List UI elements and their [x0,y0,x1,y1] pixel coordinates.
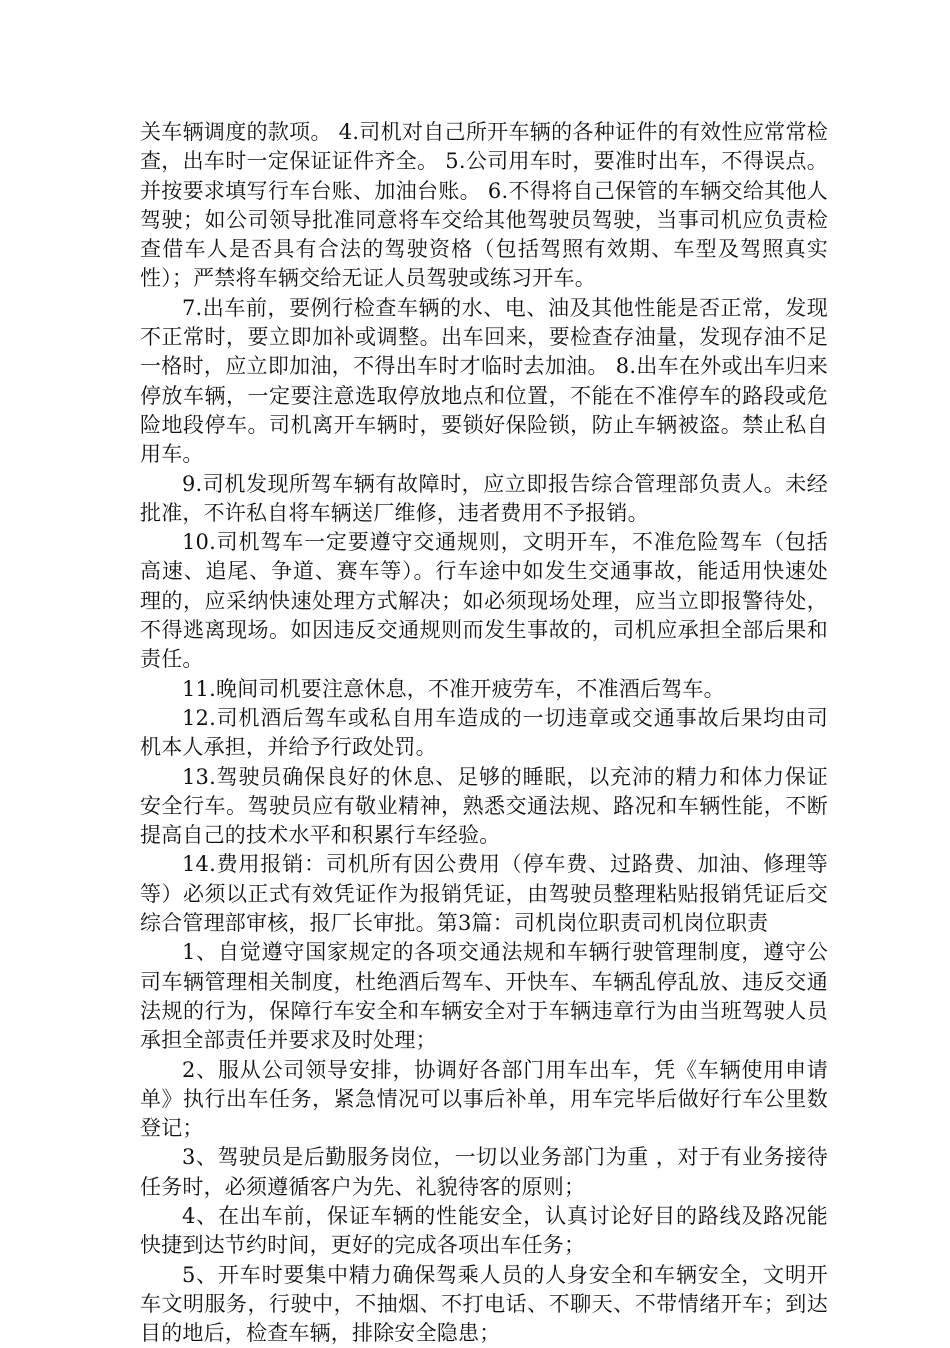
paragraph-10: 2、服从公司领导安排，协调好各部门用车出车，凭《车辆使用申请单》执行出车任务，紧急情况可以事后补单，用车完毕后做好行车公里数登记； [140,1057,828,1141]
paragraph-1: 关车辆调度的款项。 4.司机对自己所开车辆的各种证件的有效性应常常检查，出车时一定保证证件齐全。 5.公司用车时，要准时出车，不得误点。并按要求填写行车台账、加油台账。 6.不得将自己保管的车辆交给其他人驾驶；如公司领导批准同意将车交给其他驾驶员驾驶，当事司机应负责检查借车人是否具有合法的驾驶资格（包括驾照有效期、车型及驾照真实性）；严禁将车辆交给无证人员驾驶或练习开车。 [140,120,828,291]
document-body [140,118,828,1348]
paragraph-5: 11.晚间司机要注意休息，不准开疲劳车，不准酒后驾车。 [182,676,725,701]
paragraph-11: 3、驾驶员是后勤服务岗位，一切以业务部门为重 ，对于有业务接待任务时，必须遵循客户为先、礼貌待客的原则； [140,1145,828,1199]
paragraph-8: 14.费用报销：司机所有因公费用（停车费、过路费、加油、修理等等）必须以正式有效凭证作为报销凭证，由驾驶员整理粘贴报销凭证后交综合管理部审核，报厂长审批。第3篇：司机岗位职责司机岗位职责 [140,852,828,936]
paragraph-13: 5、开车时要集中精力确保驾乘人员的人身安全和车辆安全，文明开车文明服务，行驶中，不抽烟、不打电话、不聊天、不带情绪开车；到达目的地后，检查车辆，排除安全隐患； [140,1262,828,1346]
paragraph-4: 10.司机驾车一定要遵守交通规则，文明开车，不准危险驾车（包括高速、追尾、争道、赛车等）。行车途中如发生交通事故，能适用快速处理的，应采纳快速处理方式解决；如必须现场处理，应当立即报警待处，不得逃离现场。如因违反交通规则而发生事故的，司机应承担全部后果和责任。 [140,530,828,672]
paragraph-9: 1、自觉遵守国家规定的各项交通法规和车辆行驶管理制度，遵守公司车辆管理相关制度，杜绝酒后驾车、开快车、车辆乱停乱放、违反交通法规的行为，保障行车安全和车辆安全对于车辆违章行为由当班驾驶人员承担全部责任并要求及时处理； [140,940,828,1053]
paragraph-6: 12.司机酒后驾车或私自用车造成的一切违章或交通事故后果均由司机本人承担，并给予行政处罚。 [140,705,828,760]
paragraph-2: 7.出车前，要例行检查车辆的水、电、油及其他性能是否正常，发现不正常时，要立即加补或调整。出车回来，要检查存油量，发现存油不足一格时，应立即加油，不得出车时才临时去加油。 8.出车在外或出车归来停放车辆，一定要注意选取停放地点和位置，不能在不准停车的路段或危险地段停车。司机离开车辆时，要锁好保险锁，防止车辆被盗。禁止私自用车。 [140,295,828,467]
paragraph-7: 13.驾驶员确保良好的休息、足够的睡眠，以充沛的精力和体力保证安全行车。驾驶员应有敬业精神，熟悉交通法规、路况和车辆性能，不断提高自己的技术水平和积累行车经验。 [140,764,828,848]
paragraph-3: 9.司机发现所驾车辆有故障时，应立即报告综合管理部负责人。未经批准，不许私自将车辆送厂维修，违者费用不予报销。 [140,471,828,525]
paragraph-12: 4、在出车前，保证车辆的性能安全，认真讨论好目的路线及路况能快捷到达节约时间，更好的完成各项出车任务； [140,1203,828,1258]
